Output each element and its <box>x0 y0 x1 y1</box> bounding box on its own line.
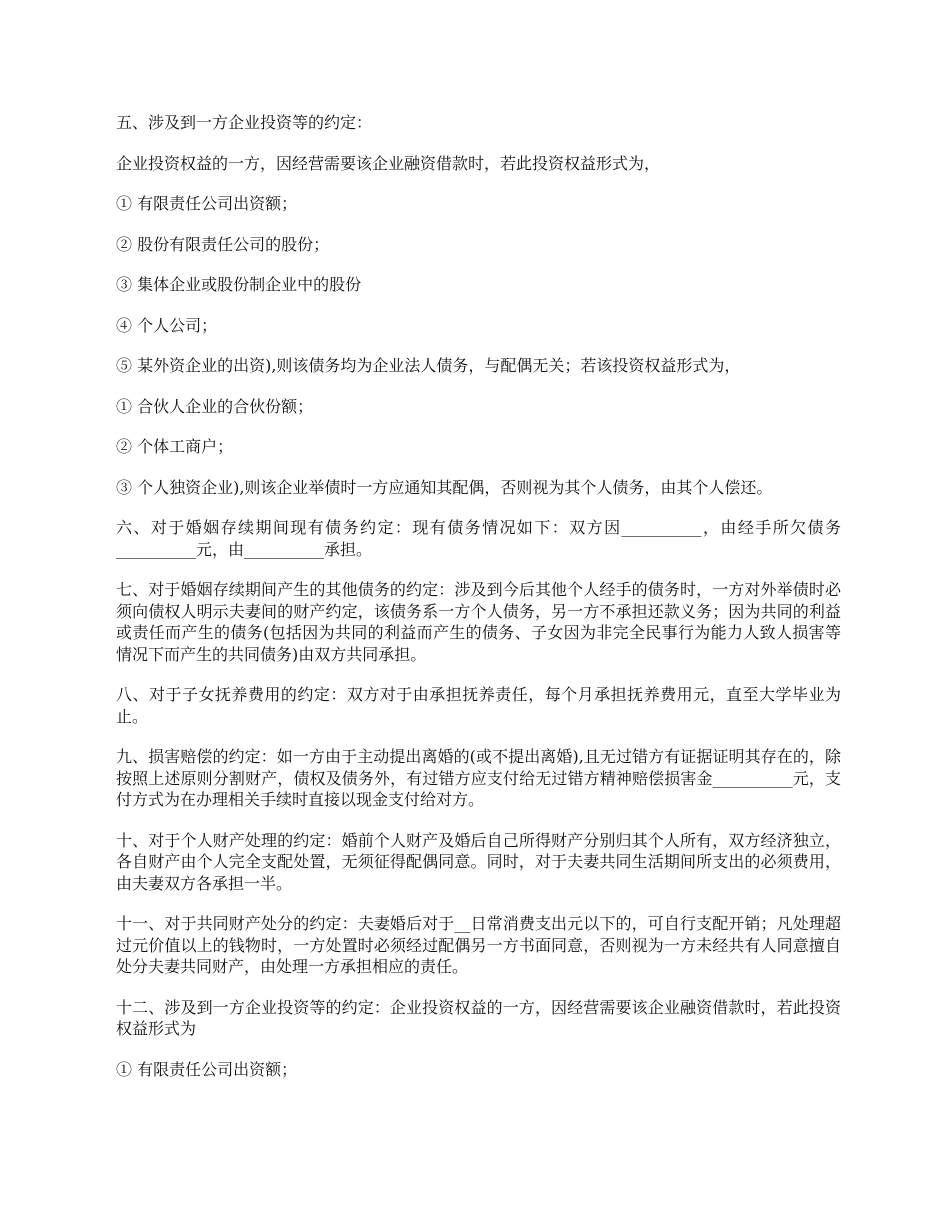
section-5-intro: 企业投资权益的一方，因经营需要该企业融资借款时，若此投资权益形式为， <box>116 153 661 173</box>
list-item: ② 个体工商户； <box>116 437 234 456</box>
document-body <box>116 112 841 1080</box>
section-12-paragraph: 十二、涉及到一方企业投资等的约定：企业投资权益的一方，因经营需要该企业融资借款时，若此投资权益形式为 <box>116 997 841 1038</box>
section-5-heading: 五、涉及到一方企业投资等的约定： <box>116 113 373 132</box>
list-item: ⑤ 某外资企业的出资),则该债务均为企业法人债务，与配偶无关；若该投资权益形式为， <box>116 356 741 375</box>
section-9-paragraph: 九、损害赔偿的约定：如一方由于主动提出离婚的(或不提出离婚),且无过错方有证据证明其存在的，除按照上述原则分割财产，债权及债务外，有过错方应支付给无过错方精神赔偿损害金__________元，支付方式为在办理相关手续时直接以现金支付给对方。 <box>116 747 841 809</box>
section-6-paragraph: 六、对于婚姻存续期间现有债务约定：现有债务情况如下：双方因__________，由经手所欠债务__________元，由__________承担。 <box>116 518 841 559</box>
list-item: ② 股份有限责任公司的股份； <box>116 234 330 254</box>
list-item: ① 有限责任公司出资额； <box>116 194 298 213</box>
section-7-paragraph: 七、对于婚姻存续期间产生的其他债务的约定：涉及到今后其他个人经手的债务时，一方对外举债时必须向债权人明示夫妻间的财产约定，该债务系一方个人债务，另一方不承担还款义务；因为共同的利益或责任而产生的债务(包括因为共同的利益而产生的债务、子女因为非完全民事行为能力人致人损害等情况下而产生的共同债务)由双方共同承担。 <box>116 580 841 664</box>
section-11-paragraph: 十一、对于共同财产处分的约定：夫妻婚后对于__日常消费支出元以下的，可自行支配开销；凡处理超过元价值以上的钱物时，一方处置时必须经过配偶另一方书面同意，否则视为一方未经共有人同意擅自处分夫妻共同财产，由处理一方承担相应的责任。 <box>116 914 841 976</box>
list-item: ① 有限责任公司出资额； <box>116 1059 298 1079</box>
section-8-paragraph: 八、对于子女抚养费用的约定：双方对于由承担抚养责任，每个月承担抚养费用元，直至大学毕业为止。 <box>116 685 841 726</box>
list-item: ③ 集体企业或股份制企业中的股份 <box>116 275 362 294</box>
list-item: ④ 个人公司； <box>116 315 218 335</box>
list-item: ③ 个人独资企业),则该企业举债时一方应通知其配偶，否则视为其个人债务，由其个人偿还。 <box>116 477 773 497</box>
list-item: ① 合伙人企业的合伙份额； <box>116 396 314 416</box>
section-10-paragraph: 十、对于个人财产处理的约定：婚前个人财产及婚后自己所得财产分别归其个人所有，双方经济独立，各自财产由个人完全支配处置，无须征得配偶同意。同时，对于夫妻共同生活期间所支出的必须费用，由夫妻双方各承担一半。 <box>116 830 841 893</box>
